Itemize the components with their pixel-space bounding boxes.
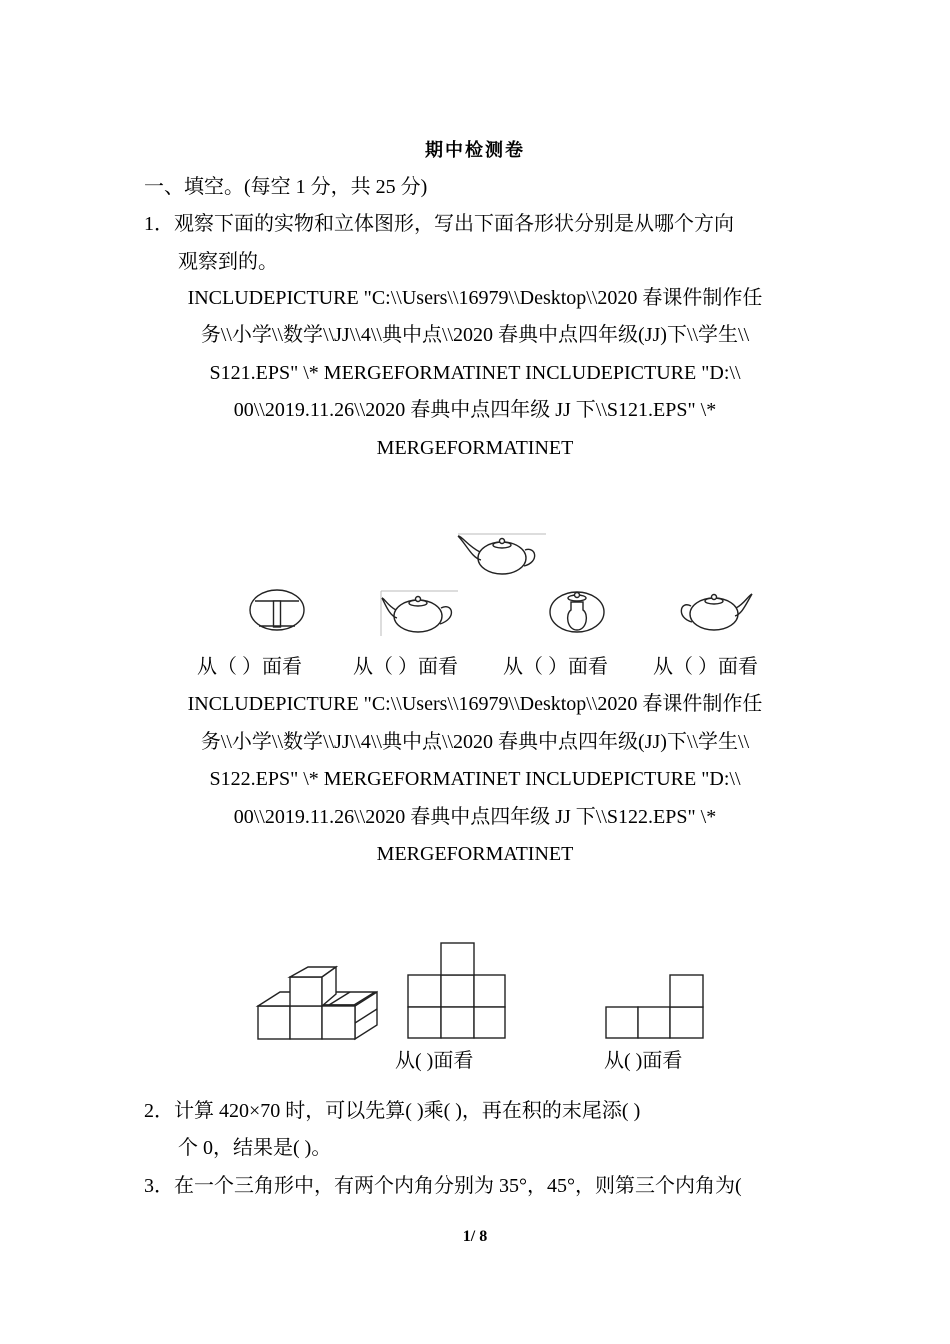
field-code-line: INCLUDEPICTURE "C:\\Users\\16979\\Desktop\\2020 春课件制作任	[187, 693, 763, 715]
cube-label-2: 从( )面看	[604, 1050, 683, 1072]
cube-stack-3d-icon	[258, 967, 377, 1039]
section-heading: 一、填空。(每空 1 分，共 25 分)	[144, 176, 428, 198]
question-2-text: 2．计算 420×70 时，可以先算( )乘( )，再在积的末尾添( )	[144, 1100, 641, 1122]
teapot-label-1: 从（ ）面看	[197, 656, 302, 678]
field-code-line: S122.EPS" \* MERGEFORMATINET INCLUDEPICTURE "D:\\	[209, 768, 741, 790]
field-code-line: 00\\2019.11.26\\2020 春典中点四年级 JJ 下\\S121.EPS" \*	[233, 399, 717, 421]
teapot-label-4: 从（ ）面看	[653, 656, 758, 678]
field-code-line: 务\\小学\\数学\\JJ\\4\\典中点\\2020 春典中点四年级(JJ)下\\学生\\	[200, 324, 750, 346]
field-code-line: MERGEFORMATINET	[376, 437, 574, 459]
teapot-label-3: 从（ ）面看	[503, 656, 608, 678]
cube-side-view-icon	[606, 975, 703, 1038]
field-code-line: MERGEFORMATINET	[376, 843, 574, 865]
page-title: 期中检测卷	[425, 140, 525, 160]
field-code-line: 00\\2019.11.26\\2020 春典中点四年级 JJ 下\\S122.EPS" \*	[233, 806, 717, 828]
field-code-line: S121.EPS" \* MERGEFORMATINET INCLUDEPICTURE "D:\\	[209, 362, 741, 384]
cube-label-1: 从( )面看	[395, 1050, 474, 1072]
page-number: 1/ 8	[462, 1228, 488, 1245]
question-3-text: 3．在一个三角形中，有两个内角分别为 35°，45°，则第三个内角为(	[144, 1175, 742, 1197]
field-code-line: INCLUDEPICTURE "C:\\Users\\16979\\Desktop\\2020 春课件制作任	[187, 287, 763, 309]
question-1-text: 1．观察下面的实物和立体图形，写出下面各形状分别是从哪个方向	[144, 213, 734, 235]
teapot-label-2: 从（ ）面看	[353, 656, 458, 678]
field-code-line: 务\\小学\\数学\\JJ\\4\\典中点\\2020 春典中点四年级(JJ)下\\学生\\	[200, 731, 750, 753]
cube-front-view-icon	[408, 943, 505, 1038]
question-1-text-cont: 观察到的。	[178, 251, 278, 273]
question-2-text-cont: 个 0，结果是( )。	[178, 1137, 332, 1159]
